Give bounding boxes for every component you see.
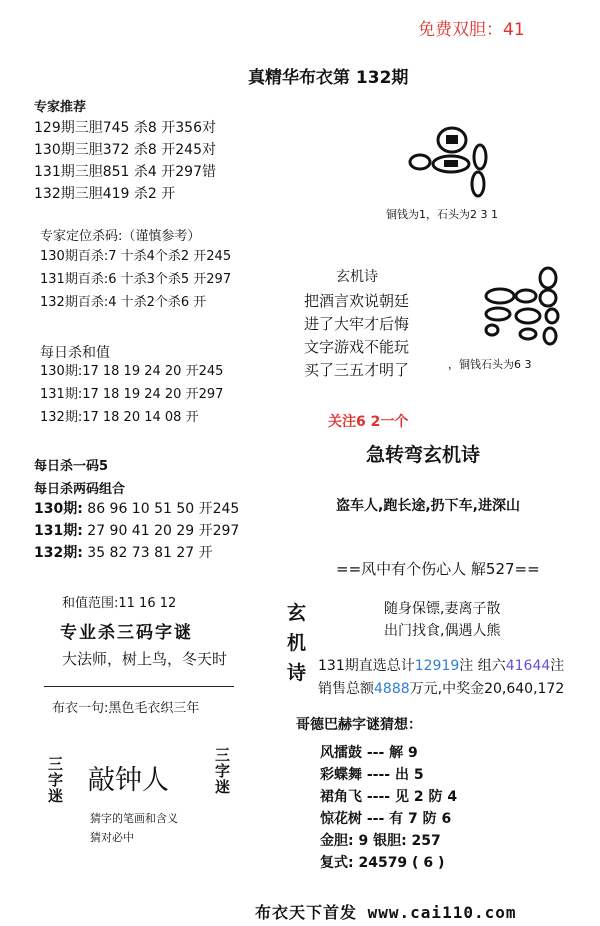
stone-shape <box>516 309 540 323</box>
list-item: 130期百杀:7 十杀4个杀2 开245 <box>40 249 232 264</box>
focus-note: 关注6 2一个 <box>328 414 409 430</box>
list-item: 132期:17 18 20 14 08 开 <box>40 410 199 425</box>
list-item: 132期: 35 82 73 81 27 开 <box>34 545 213 561</box>
urgent-poem: 盗车人,跑长途,扔下车,进深山 <box>336 498 520 514</box>
poem-title: 玄机诗 <box>336 269 378 285</box>
wind-line: ==风中有个伤心人 解527== <box>336 560 540 578</box>
list-item: 彩蝶舞 ---- 出 5 <box>320 767 424 783</box>
coin-stone-drawing <box>400 112 500 202</box>
coin-caption: 铜钱为1，石头为2 3 1 <box>386 208 498 221</box>
list-item: 131期三胆851 杀4 开297错 <box>34 164 216 180</box>
stone-shape <box>410 155 430 169</box>
stone-shape <box>516 290 536 302</box>
stone-shape <box>486 289 514 303</box>
list-item: 裙角飞 ---- 见 2 防 4 <box>320 789 458 805</box>
stone-shape <box>474 145 486 169</box>
riddle-hint: 猜对必中 <box>90 831 134 844</box>
poem-lines <box>304 290 409 382</box>
urgent-title: 急转弯玄机诗 <box>366 444 481 466</box>
goldbach-list <box>320 742 457 874</box>
list-item: 132期百杀:4 十杀2个杀6 开 <box>40 295 207 310</box>
coin-caption: ，铜钱石头为6 3 <box>448 358 532 371</box>
sales-line-2: 销售总额4888万元,中奖金20,640,172 <box>318 681 565 697</box>
poem-line: 出门找食,偶遇人熊 <box>384 623 501 639</box>
list-item: 130期三胆372 杀8 开245对 <box>34 142 216 158</box>
expert-heading: 专家推荐 <box>34 100 87 115</box>
list-item: 惊花树 --- 有 7 防 6 <box>320 811 452 827</box>
free-double-badge: 免费双胆：41 <box>418 20 525 40</box>
divider <box>44 686 234 687</box>
poem-line: 随身保镖,妻离子散 <box>384 601 501 617</box>
list-item: 132期三胆419 杀2 开 <box>34 186 176 202</box>
pro-kill-title: 专业杀三码字谜 <box>60 623 193 643</box>
coin-stone-drawing <box>470 260 565 350</box>
list-item: 复式: 24579 ( 6 ) <box>320 855 445 871</box>
daily-sum-list <box>40 360 223 429</box>
poem-line: 文字游戏不能玩 <box>304 338 410 356</box>
stone-shape <box>544 328 556 344</box>
stone-shape <box>546 309 558 323</box>
list-item: 131期: 27 90 41 20 29 开297 <box>34 523 240 539</box>
kill-one-code: 每日杀一码5 <box>34 459 109 474</box>
kill-two-list <box>34 498 239 564</box>
sales-line-1: 131期直选总计12919注 组六41644注 <box>318 658 565 674</box>
coin-hole <box>446 135 458 144</box>
xuanji-vertical: 玄 机 诗 <box>287 602 307 684</box>
poem-line: 进了大牢才后悔 <box>304 315 410 333</box>
page-title: 真精华布衣第 132期 <box>248 68 409 88</box>
riddle-right-label: 三字迷 <box>213 747 231 795</box>
stone-shape <box>472 172 484 196</box>
expert-list <box>34 117 216 205</box>
stone-mark <box>444 160 458 167</box>
list-item: 金胆: 9 银胆: 257 <box>320 833 441 849</box>
xuanji-lines <box>384 598 500 642</box>
footer-site: 布衣天下首发 www.cai110.com <box>255 903 517 922</box>
position-kill-heading: 专家定位杀码:（谨慎参考） <box>40 229 201 244</box>
pro-kill-riddle: 大法师，树上鸟，冬天时 <box>62 650 228 668</box>
poem-line: 把酒言欢说朝廷 <box>304 292 410 310</box>
coin-shape <box>540 268 556 288</box>
list-item: 131期:17 18 19 24 20 开297 <box>40 387 224 402</box>
list-item: 130期: 86 96 10 51 50 开245 <box>34 501 240 517</box>
goldbach-heading: 哥德巴赫字谜猜想： <box>296 717 422 733</box>
stone-shape <box>520 329 536 339</box>
sales-total: 4888 <box>374 681 410 697</box>
list-item: 风擂鼓 --- 解 9 <box>320 745 418 761</box>
daily-sum-heading: 每日杀和值 <box>40 345 110 361</box>
zuliu-count: 41644 <box>505 658 551 674</box>
sum-range: 和值范围:11 16 12 <box>62 596 177 611</box>
buyi-sentence: 布衣一句:黑色毛衣织三年 <box>52 701 200 716</box>
poem-line: 买了三五才明了 <box>304 361 410 379</box>
zhixuan-count: 12919 <box>414 658 460 674</box>
riddle-left-label: 三字迷 <box>46 756 64 804</box>
riddle-hint: 猜字的笔画和含义 <box>90 812 178 825</box>
list-item: 130期:17 18 19 24 20 开245 <box>40 364 224 379</box>
list-item: 129期三胆745 杀8 开356对 <box>34 120 216 136</box>
list-item: 131期百杀:6 十杀3个杀5 开297 <box>40 272 232 287</box>
stone-shape <box>486 325 498 335</box>
coin-shape <box>540 290 556 306</box>
position-kill-list <box>40 245 231 314</box>
riddle-main: 敲钟人 <box>88 765 169 796</box>
stone-shape <box>486 308 510 320</box>
kill-two-heading: 每日杀两码组合 <box>34 482 126 497</box>
